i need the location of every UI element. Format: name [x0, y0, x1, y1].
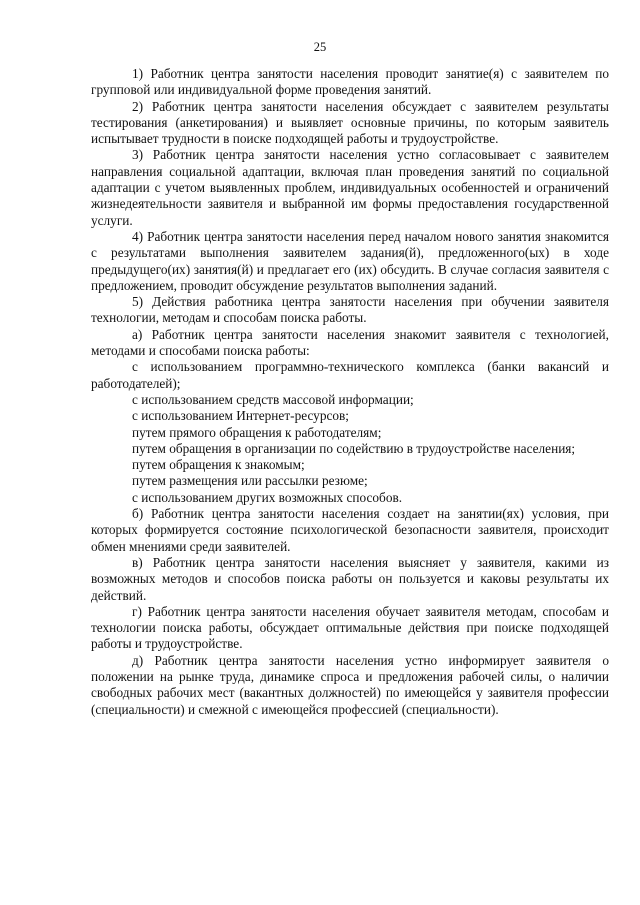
document-body	[91, 66, 609, 718]
list-item-resume: путем размещения или рассылки резюме;	[132, 473, 368, 489]
list-item-other-methods: с использованием других возможных способов.	[132, 489, 403, 505]
paragraph-5: 5) Действия работника центра занятости населения при обучении заявителя технологии, методам и способам поиска работы.	[91, 294, 609, 326]
paragraph-4: 4) Работник центра занятости населения перед началом нового занятия знакомится с результатами выполнения заявителем задания(й), предложенного(ых) в ходе предыдущего(их) занятия(й) и предлагает его (их) обсудить. В случае согласия заявителя с предложением, проводит обсуждение результатов выполнения заданий.	[91, 228, 609, 293]
list-item-internet: с использованием Интернет-ресурсов;	[132, 408, 349, 424]
list-item-software-complex: с использованием программно-технического комплекса (банки вакансий и работодателей);	[91, 359, 609, 391]
list-item-mass-media: с использованием средств массовой информации;	[132, 391, 414, 407]
page-number: 25	[313, 40, 327, 54]
list-item-acquaintances: путем обращения к знакомым;	[132, 457, 305, 473]
paragraph-1: 1) Работник центра занятости населения проводит занятие(я) с заявителем по групповой или индивидуальной форме проведения занятий.	[91, 66, 609, 98]
paragraph-2: 2) Работник центра занятости населения обсуждает с заявителем результаты тестирования (анкетирования) и выявляет основные причины, по которым заявитель испытывает трудности в поиске подходящей работы и трудоустройстве.	[91, 98, 609, 147]
paragraph-5b: б) Работник центра занятости населения создает на занятии(ях) условия, при которых формируется состояние психологической безопасности заявителя, происходит обмен мнениями среди заявителей.	[91, 506, 609, 554]
paragraph-3: 3) Работник центра занятости населения устно согласовывает с заявителем направления социальной адаптации, включая план проведения занятий по социальной адаптации с учетом выявленных проблем, индивидуальных особенностей и ограничений жизнедеятельности заявителя и выбранной им формы предоставления государственной услуги.	[91, 147, 609, 228]
list-item-employment-organizations: путем обращения в организации по содействию в трудоустройстве населения;	[132, 440, 576, 456]
list-item-employers: путем прямого обращения к работодателям;	[132, 424, 382, 440]
paragraph-5d: д) Работник центра занятости населения устно информирует заявителя о положении на рынке труда, динамике спроса и предложения рабочей силы, о наличии свободных рабочих мест (вакантных должностей) по имеющейся у заявителя профессии (специальности) и смежной с имеющейся профессией (специальности).	[91, 652, 609, 717]
paragraph-5a: а) Работник центра занятости населения знакомит заявителя с технологией, методами и способами поиска работы:	[91, 326, 609, 359]
paragraph-5v: в) Работник центра занятости населения выясняет у заявителя, какими из возможных методов и способов поиска работы он пользуется и каковы результаты их действий.	[91, 554, 609, 603]
paragraph-5g: г) Работник центра занятости населения обучает заявителя методам, способам и технологии поиска работы, обсуждает оптимальные действия при поиске подходящей работы и трудоустройстве.	[91, 603, 609, 652]
